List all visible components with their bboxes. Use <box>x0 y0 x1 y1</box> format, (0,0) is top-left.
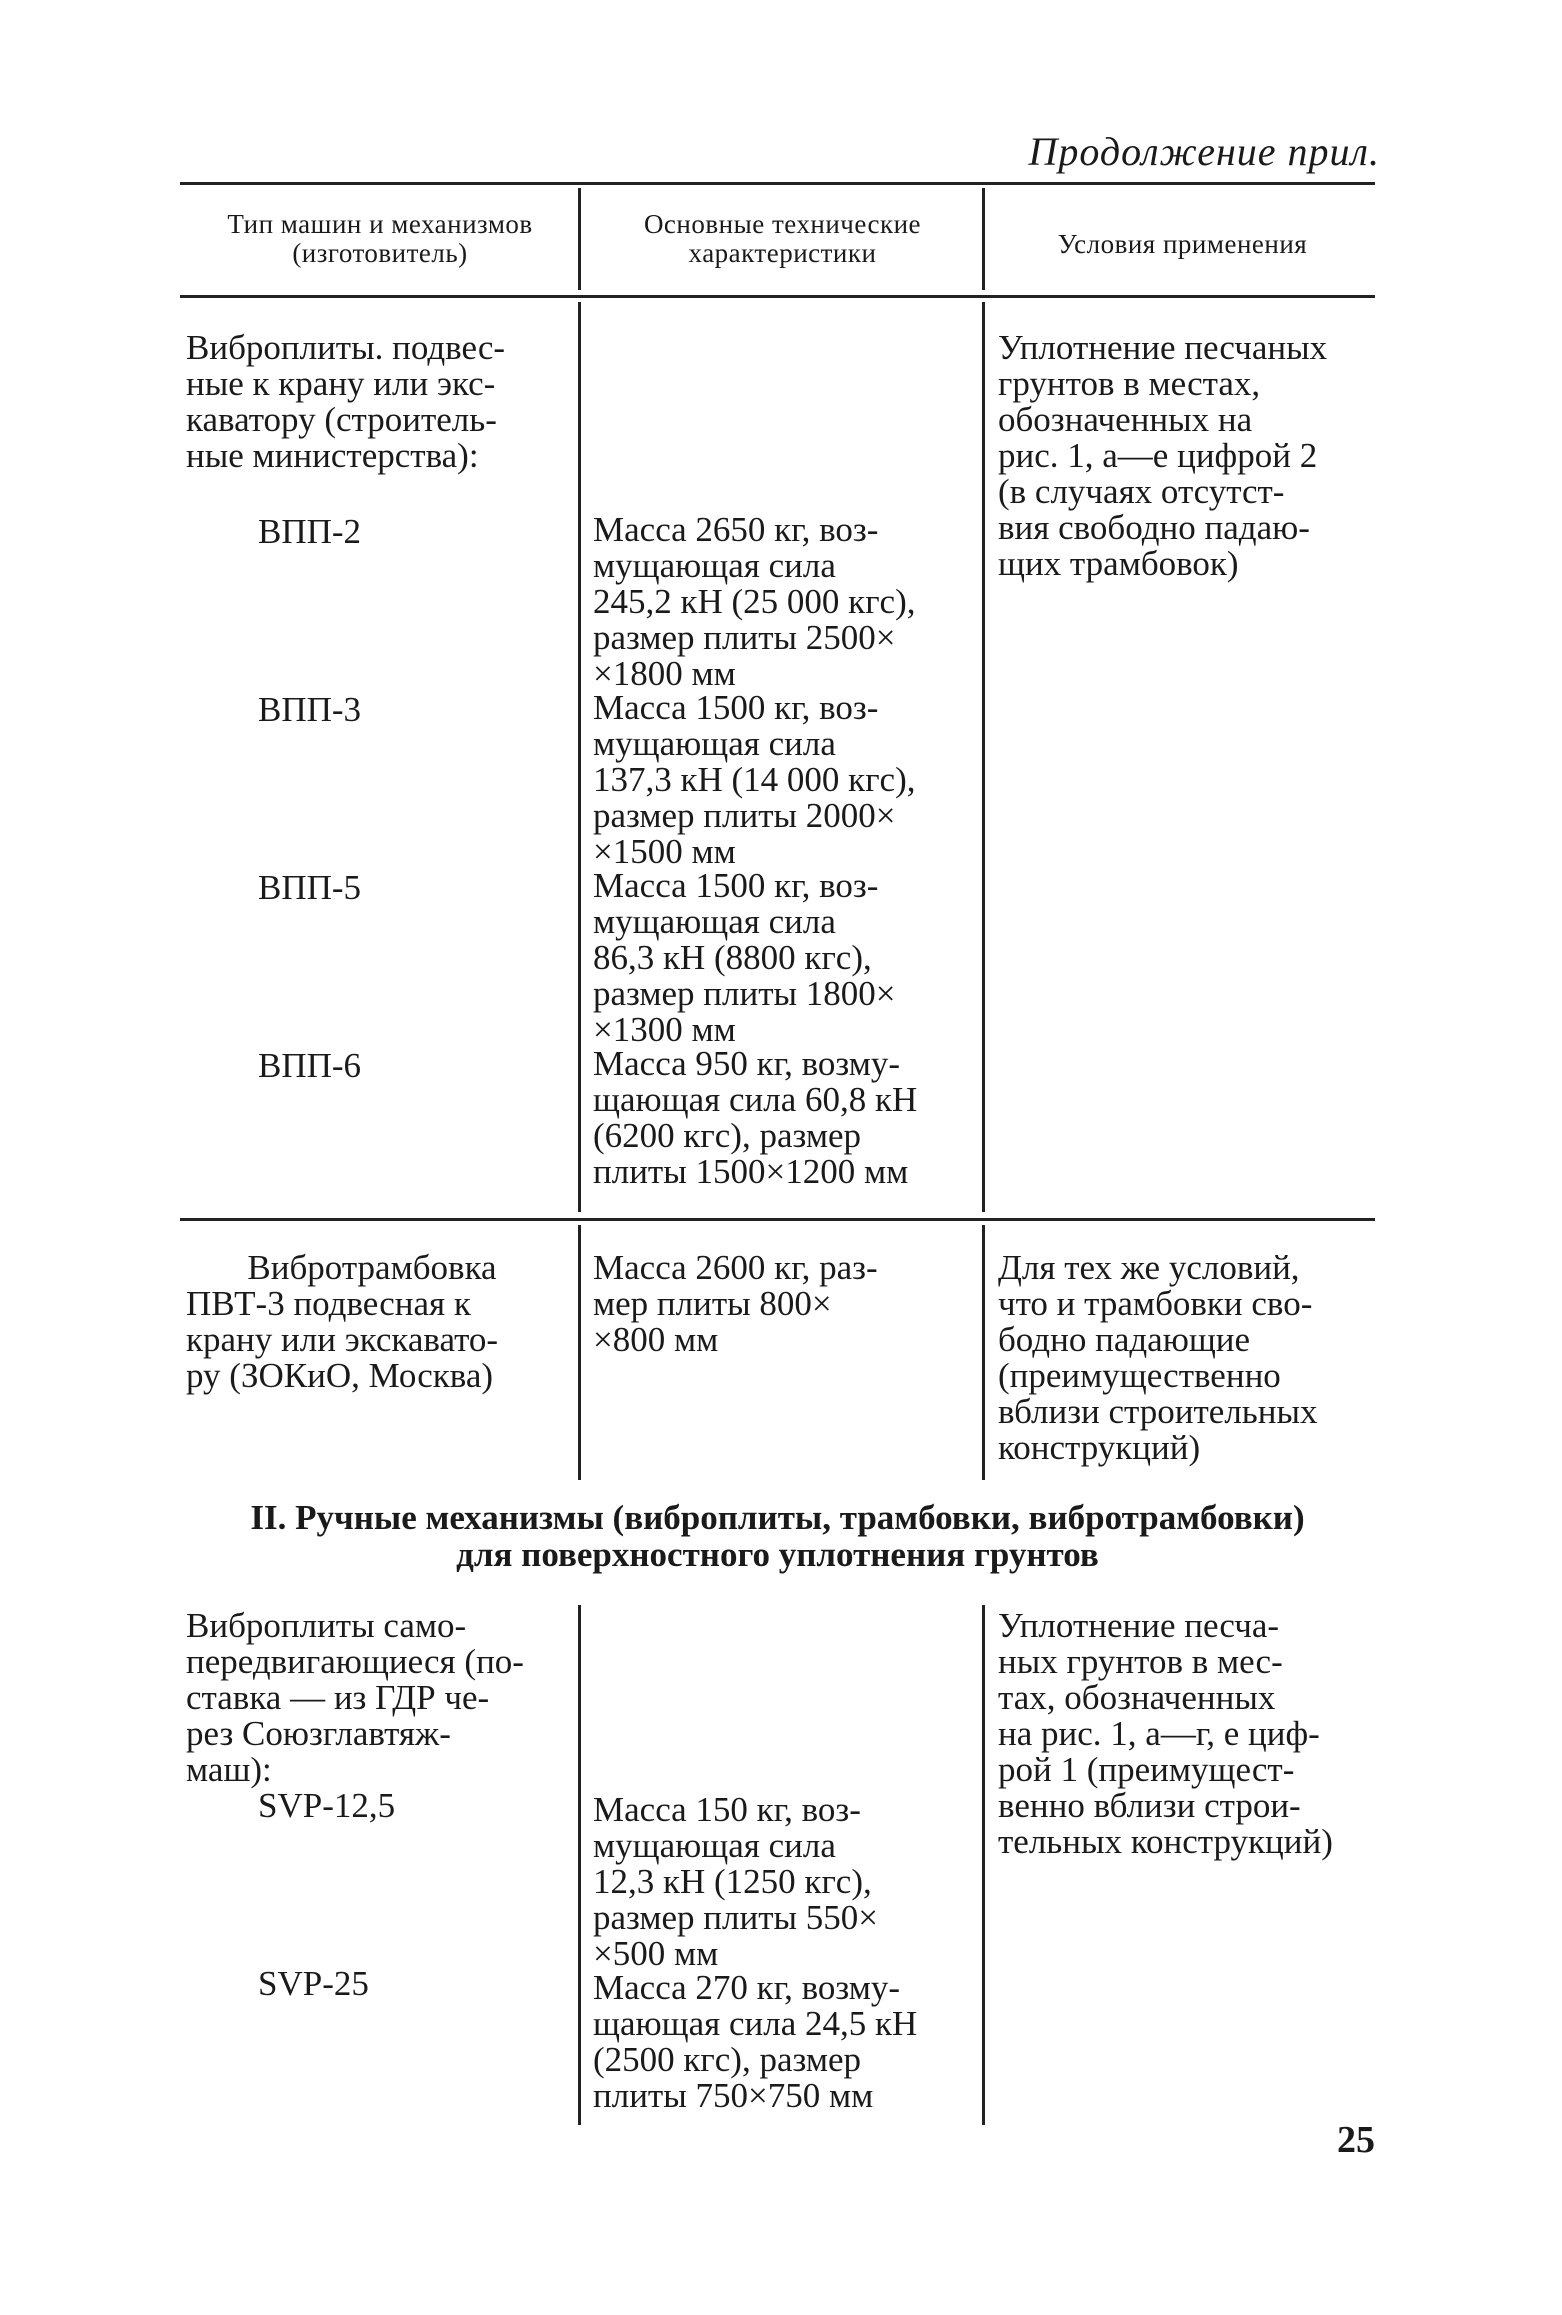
model-vpp3: ВПП-3 <box>258 690 362 729</box>
spec-vpp3: Масса 1500 кг, воз- мущающая сила 137,3 кН (14 000 кгс), размер плиты 2000× ×1500 мм <box>593 688 916 872</box>
spec-vpp5: Масса 1500 кг, воз- мущающая сила 86,3 кН (8800 кгс), размер плиты 1800× ×1300 мм <box>593 866 896 1050</box>
spec-svp-25: Масса 270 кг, возму- щающая сила 24,5 кН (2500 кгс), размер плиты 750×750 мм <box>593 1968 918 2116</box>
model-vpp2: ВПП-2 <box>258 512 362 551</box>
header-divider-2 <box>982 188 985 290</box>
header-bottom-rule <box>180 295 1375 298</box>
header-col-conditions: Условия применения <box>1057 229 1308 259</box>
page-number: 25 <box>1337 2119 1375 2161</box>
model-svp-25: SVP-25 <box>258 1964 369 2003</box>
model-vpp5: ВПП-5 <box>258 868 362 907</box>
group-separator-rule <box>180 1218 1375 1221</box>
section-title: II. Ручные механизмы (виброплиты, трамбовки, вибротрамбовки) для поверхностного уплотнения грунтов <box>250 1498 1305 1574</box>
header-col-specs: Основные технические характеристики <box>643 209 922 269</box>
spec-svp-12-5: Масса 150 кг, воз- мущающая сила 12,3 кН (1250 кгс), размер плиты 550× ×500 мм <box>593 1790 879 1974</box>
group1-type: Виброплиты. подвес- ные к крану или экс- каватору (строитель- ные министерства): <box>186 328 506 476</box>
group2-conditions: Для тех же условий, что и трамбовки сво- бодно падающие (преимущественно вблизи строительных конструкций) <box>998 1248 1318 1468</box>
spec-vpp6: Масса 950 кг, возму- щающая сила 60,8 кН (6200 кгс), размер плиты 1500×1200 мм <box>593 1044 918 1192</box>
group2-type: Вибротрамбовка ПВТ-3 подвесная к крану или экскавато- ру (ЗОКиО, Москва) <box>186 1248 499 1396</box>
group3-type: Виброплиты само- передвигающиеся (по- ставка — из ГДР че- рез Союзглавтяж- маш): <box>186 1606 524 1790</box>
column-divider-1a <box>578 302 581 1212</box>
column-divider-2b <box>982 1225 985 1480</box>
column-divider-1b <box>578 1225 581 1480</box>
table-top-rule <box>180 182 1375 185</box>
spec-vpp2: Масса 2650 кг, воз- мущающая сила 245,2 кН (25 000 кгс), размер плиты 2500× ×1800 мм <box>593 510 916 694</box>
group3-conditions: Уплотнение песча- ных грунтов в мес- тах, обозначенных на рис. 1, а—г, е циф- рой 1 (преимущест- венно вблизи строи- тельных конструкций) <box>998 1606 1333 1862</box>
group1-conditions: Уплотнение песчаных грунтов в местах, обозначенных на рис. 1, а—е цифрой 2 (в случаях отсутст- вия свободно падаю- щих трамбовок) <box>998 328 1328 584</box>
column-divider-2a <box>982 302 985 1212</box>
header-divider-1 <box>578 188 581 290</box>
column-divider-1c <box>578 1605 581 2125</box>
continuation-label: Продолжение прил. <box>1028 129 1380 174</box>
model-svp-12-5: SVP-12,5 <box>258 1786 396 1825</box>
column-divider-2c <box>982 1605 985 2125</box>
model-vpp6: ВПП-6 <box>258 1046 362 1085</box>
header-col-type: Тип машин и механизмов (изготовитель) <box>227 209 533 269</box>
group2-spec: Масса 2600 кг, раз- мер плиты 800× ×800 мм <box>593 1248 878 1360</box>
